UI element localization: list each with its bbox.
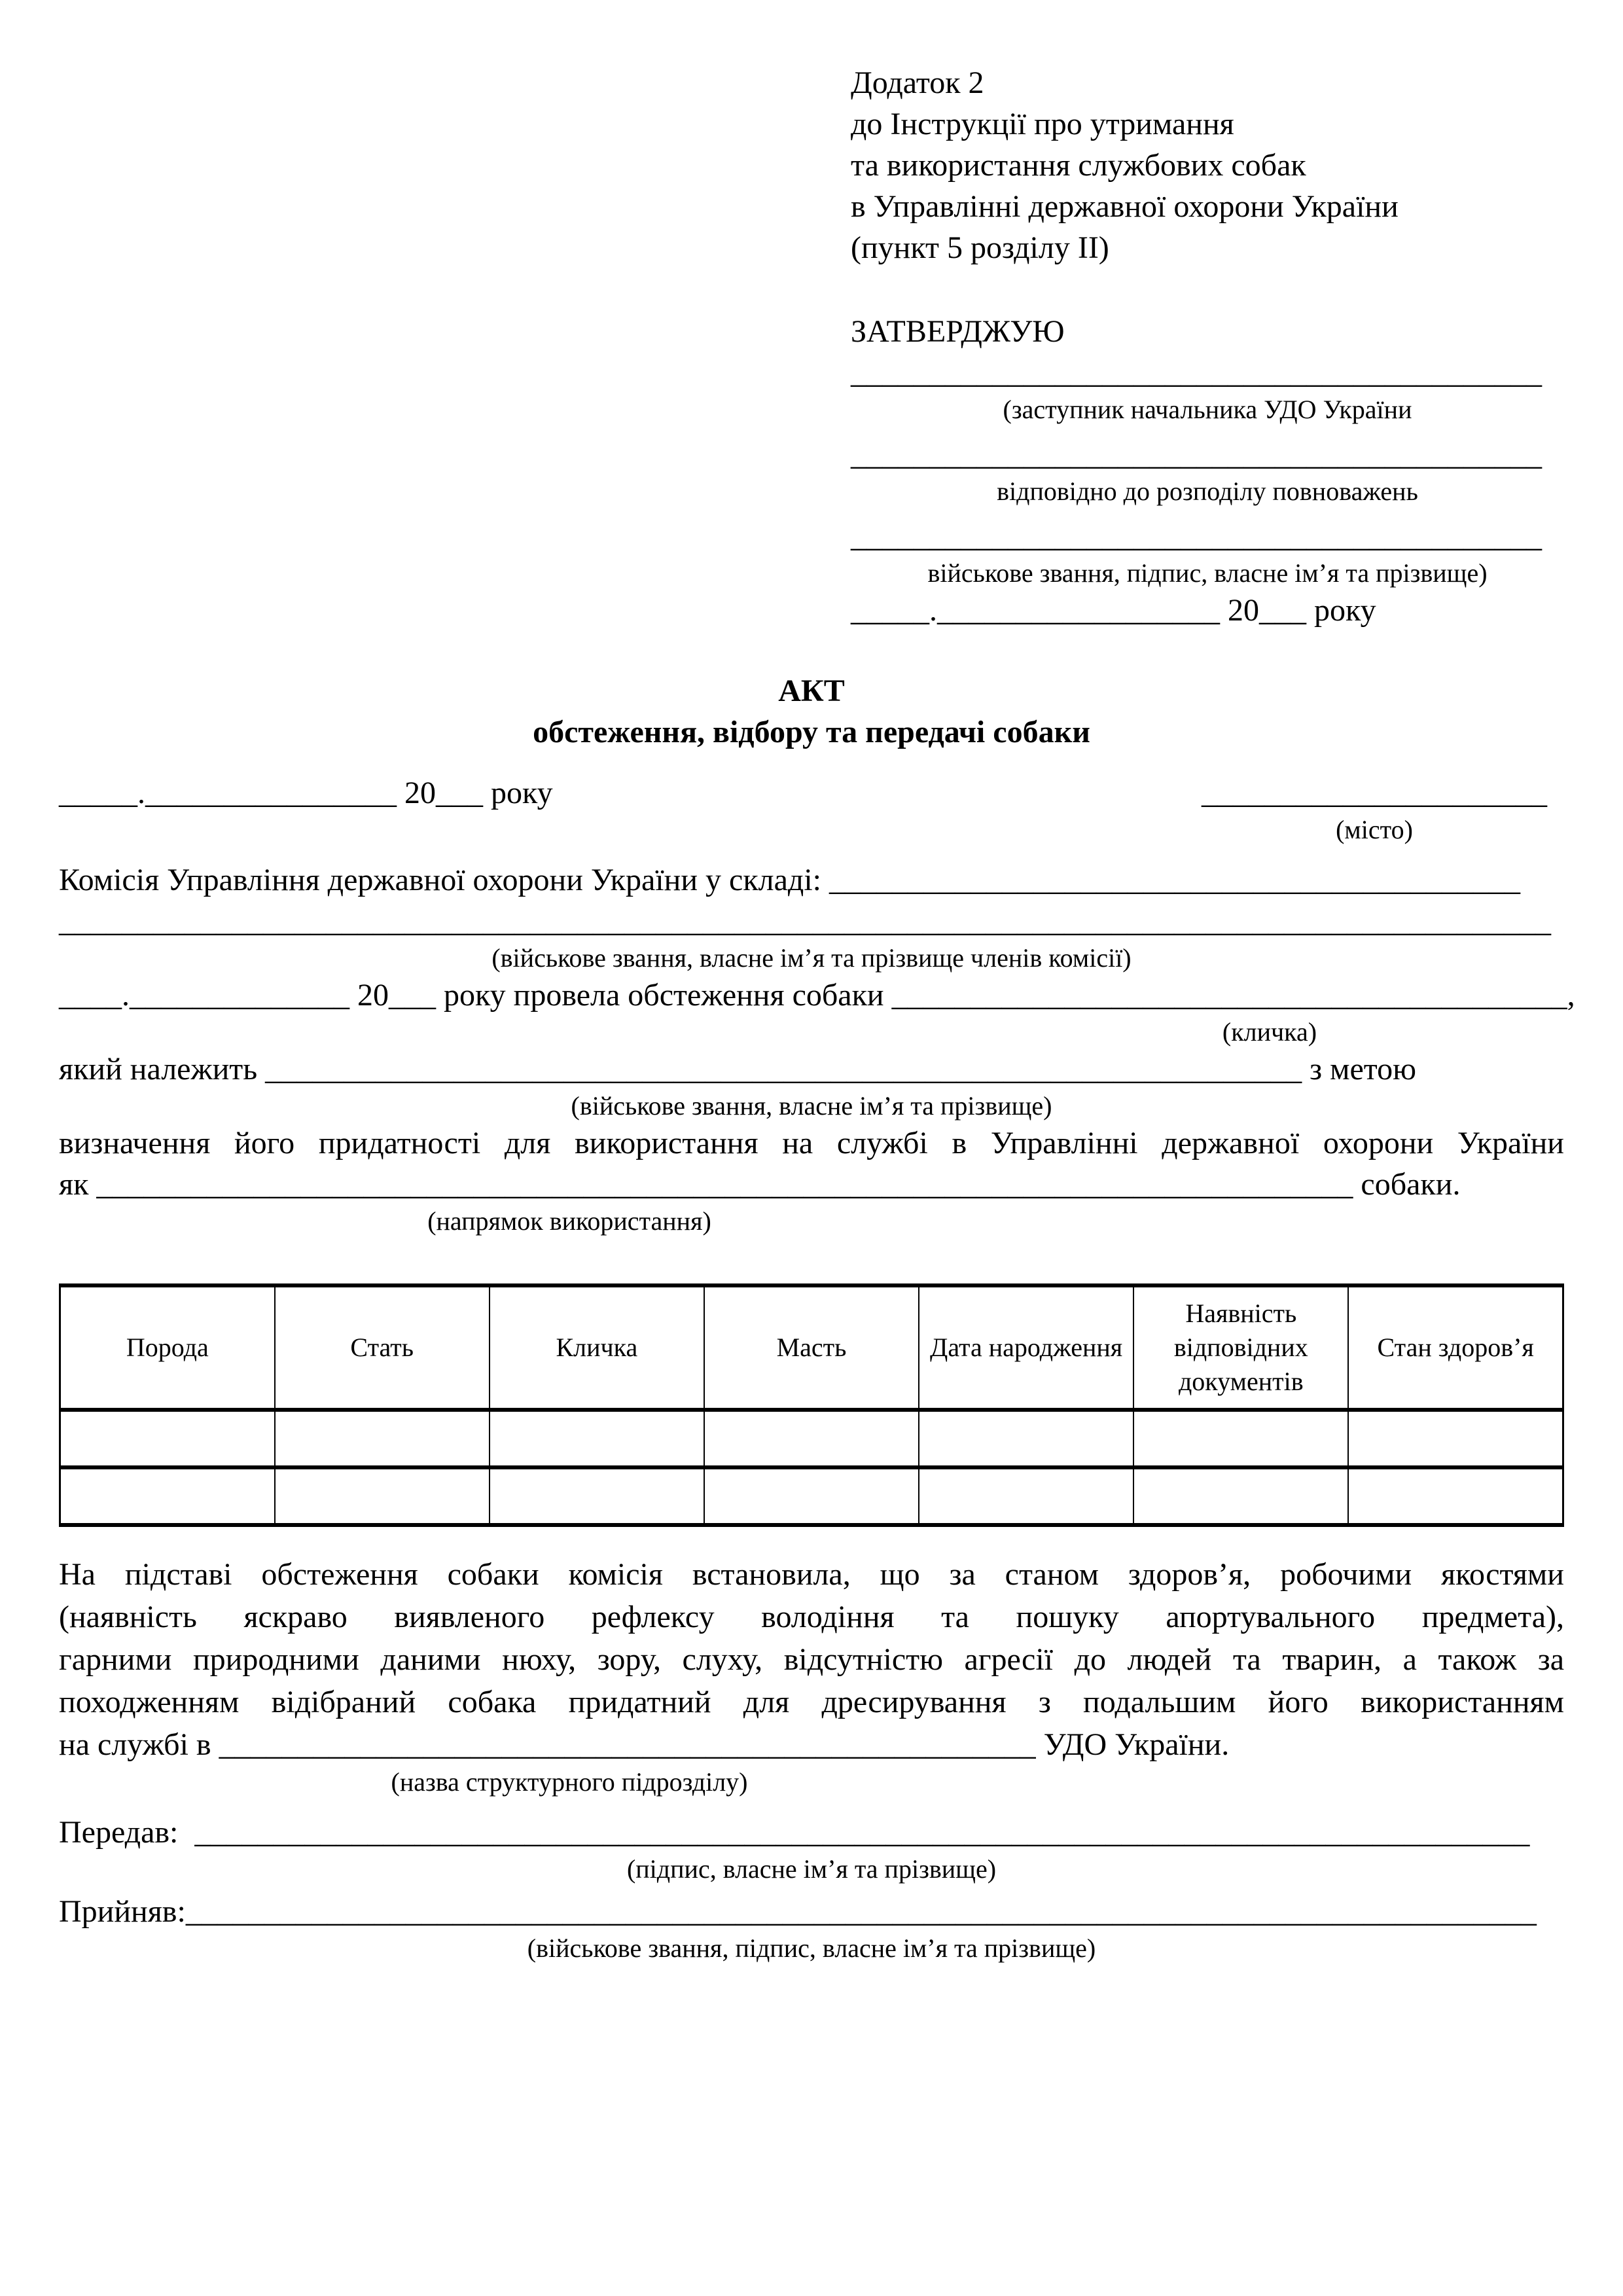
approval-heading: ЗАТВЕРДЖУЮ	[851, 314, 1065, 349]
table-cell	[1348, 1410, 1563, 1467]
conclusion-line: (наявність яскраво виявленого рефлексу володіння та пошуку апортувального предмета),	[59, 1600, 1564, 1634]
column-header-coat-color: Масть	[704, 1285, 919, 1410]
approval-caption-authority: відповідно до розподілу повноважень	[997, 476, 1418, 506]
annex-line: та використання службових собак	[851, 148, 1306, 183]
table-cell	[919, 1467, 1133, 1525]
act-subtitle: обстеження, відбору та передачі собаки	[533, 715, 1090, 749]
approval-caption-rank-name: військове звання, підпис, власне ім’я та прізвище)	[927, 558, 1488, 588]
act-title: АКТ	[778, 673, 845, 708]
approval-signature-blank: ____________________________________________	[851, 519, 1542, 554]
handed-over-label: Передав:	[59, 1815, 179, 1850]
city-blank: ______________________	[1202, 776, 1547, 810]
city-caption: (місто)	[1336, 815, 1413, 844]
unit-caption: (назва структурного підрозділу)	[391, 1767, 748, 1797]
annex-line: в Управлінні державної охорони України	[851, 189, 1399, 224]
annex-block	[851, 62, 1564, 631]
table-cell	[1133, 1467, 1348, 1525]
table-row	[60, 1410, 1563, 1467]
handed-over-caption: (підпис, власне ім’я та прізвище)	[626, 1854, 997, 1884]
commission-members-blank: _______________________________________________________________________________________________	[59, 904, 1551, 939]
received-row	[59, 1891, 1564, 1932]
conclusion-line: На підставі обстеження собаки комісія встановила, що за станом здоров’я, робочими якостями	[59, 1557, 1564, 1592]
suitability-line: визначення його придатності для використання на службі в Управлінні державної охорони України	[59, 1126, 1564, 1160]
annex-line: Додаток 2	[851, 65, 984, 100]
received-blank: ______________________________________________________________________________________	[185, 1894, 1537, 1929]
table-cell	[1348, 1467, 1563, 1525]
table-cell	[919, 1410, 1133, 1467]
conclusion-paragraph	[59, 1553, 1564, 1766]
usage-caption: (напрямок використання)	[427, 1206, 711, 1236]
table-cell	[490, 1410, 704, 1467]
approval-signature-blank: ____________________________________________	[851, 355, 1542, 390]
owner-caption: (військове звання, власне ім’я та прізвище)	[571, 1091, 1052, 1121]
nickname-caption: (кличка)	[1222, 1017, 1317, 1047]
column-header-health: Стан здоров’я	[1348, 1285, 1563, 1410]
table-row	[60, 1467, 1563, 1525]
approval-signature-blank: ____________________________________________	[851, 437, 1542, 472]
table-cell	[60, 1467, 275, 1525]
act-date-line: _____.________________ 20___ року	[59, 776, 553, 810]
conclusion-line: гарними природними даними нюху, зору, слуху, відсутністю агресії до людей та тварин, а також за	[59, 1642, 1564, 1677]
commission-members-caption: (військове звання, власне ім’я та прізвище членів комісії)	[491, 943, 1132, 973]
inspection-line: ____.______________ 20___ року провела обстеження собаки ___________________________________________,	[59, 978, 1575, 1013]
table-cell	[60, 1410, 275, 1467]
usage-line: як ________________________________________________________________________________ собаки.	[59, 1167, 1461, 1202]
column-header-birth-date: Дата народження	[919, 1285, 1133, 1410]
table-cell	[275, 1467, 490, 1525]
handed-over-row	[59, 1812, 1564, 1853]
column-header-documents: Наявність відповідних документів	[1133, 1285, 1348, 1410]
table-cell	[490, 1467, 704, 1525]
table-cell	[1133, 1410, 1348, 1467]
annex-line: (пункт 5 розділу ІІ)	[851, 230, 1109, 265]
table-cell	[704, 1467, 919, 1525]
received-label: Прийняв:	[59, 1894, 186, 1929]
city-box	[1185, 772, 1564, 846]
approval-date-line: _____.__________________ 20___ року	[851, 593, 1376, 628]
column-header-nickname: Кличка	[490, 1285, 704, 1410]
column-header-breed: Порода	[60, 1285, 275, 1410]
table-cell	[275, 1410, 490, 1467]
table-header-row	[60, 1285, 1563, 1410]
table-cell	[704, 1410, 919, 1467]
owner-line: який належить __________________________________________________________________ з метою	[59, 1052, 1417, 1086]
conclusion-line: походженням відібраний собака придатний для дресирування з подальшим його використанням	[59, 1685, 1564, 1719]
service-unit-line: на службі в ____________________________________________________ УДО України.	[59, 1727, 1230, 1762]
date-city-row	[59, 772, 1564, 846]
handed-over-blank: _____________________________________________________________________________________	[194, 1815, 1530, 1850]
approval-caption-position: (заступник начальника УДО України	[1003, 395, 1412, 424]
column-header-sex: Стать	[275, 1285, 490, 1410]
dog-info-table	[59, 1283, 1564, 1527]
received-caption: (військове звання, підпис, власне ім’я та прізвище)	[527, 1933, 1096, 1963]
commission-line: Комісія Управління державної охорони України у складі: ____________________________________________	[59, 863, 1520, 897]
annex-line: до Інструкції про утримання	[851, 107, 1234, 141]
